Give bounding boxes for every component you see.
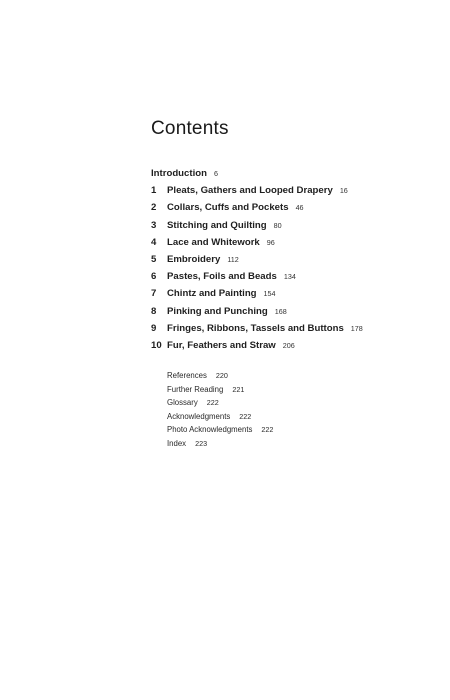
back-matter-entry[interactable] — [167, 410, 273, 424]
chapter-number: 10 — [151, 339, 162, 351]
back-matter-label: References — [167, 371, 207, 380]
toc-entry-chapter[interactable] — [151, 285, 441, 302]
chapter-title: Fringes, Ribbons, Tassels and Buttons — [167, 322, 344, 334]
chapter-page: 178 — [350, 323, 363, 333]
chapter-page: 46 — [295, 203, 304, 213]
chapter-title: Pleats, Gathers and Looped Drapery — [167, 185, 333, 197]
toc-entry-chapter[interactable] — [151, 320, 441, 337]
toc-entry-chapter[interactable] — [151, 217, 441, 234]
chapter-number: 7 — [151, 288, 157, 300]
chapter-page: 154 — [263, 289, 276, 299]
chapter-title: Fur, Feathers and Straw — [167, 339, 276, 351]
chapter-number: 2 — [151, 202, 157, 214]
back-matter-entry[interactable] — [167, 423, 273, 437]
back-matter-label: Photo Acknowledgments — [167, 425, 253, 435]
chapter-page: 206 — [282, 340, 295, 350]
chapter-page: 112 — [227, 254, 239, 264]
chapter-number: 5 — [151, 253, 157, 265]
chapter-page: 168 — [274, 306, 287, 316]
chapter-page: 80 — [273, 220, 282, 230]
back-matter-list — [167, 369, 273, 451]
chapter-page: 16 — [339, 186, 348, 196]
toc-entry-chapter[interactable] — [151, 234, 441, 251]
chapter-page: 96 — [266, 237, 275, 247]
back-matter-entry[interactable] — [167, 369, 273, 383]
chapter-title: Collars, Cuffs and Pockets — [167, 202, 289, 214]
back-matter-page: 220 — [215, 371, 228, 380]
chapter-title: Lace and Whitework — [167, 236, 260, 248]
back-matter-entry[interactable] — [167, 396, 273, 410]
chapter-title: Embroidery — [167, 253, 221, 265]
toc-entry-label: Introduction — [151, 168, 207, 179]
back-matter-page: 221 — [232, 384, 245, 394]
back-matter-entry[interactable] — [167, 383, 273, 397]
back-matter-page: 222 — [206, 398, 219, 408]
toc-entry-chapter[interactable] — [151, 199, 441, 216]
back-matter-page: 223 — [195, 438, 208, 448]
back-matter-label: Glossary — [167, 398, 198, 408]
toc-entry-chapter[interactable] — [151, 268, 441, 285]
chapter-number: 8 — [151, 305, 157, 317]
chapter-number: 1 — [151, 185, 157, 197]
back-matter-page: 222 — [261, 425, 274, 435]
chapter-page: 134 — [283, 272, 296, 282]
toc-entry-chapter[interactable] — [151, 251, 441, 268]
chapter-number: 6 — [151, 271, 157, 283]
chapter-title: Pastes, Foils and Beads — [167, 271, 277, 283]
toc-entry-introduction[interactable] — [151, 165, 441, 182]
chapter-title: Stitching and Quilting — [167, 219, 267, 231]
table-of-contents — [151, 165, 441, 354]
chapter-number: 9 — [151, 322, 157, 334]
back-matter-label: Acknowledgments — [167, 411, 231, 421]
chapter-number: 4 — [151, 236, 157, 248]
toc-entry-chapter[interactable] — [151, 303, 441, 320]
chapter-number: 3 — [151, 219, 157, 231]
page-title: Contents — [151, 118, 229, 139]
back-matter-label: Index — [167, 438, 187, 448]
back-matter-entry[interactable] — [167, 437, 273, 451]
chapter-title: Pinking and Punching — [167, 305, 268, 317]
back-matter-page: 222 — [239, 411, 252, 421]
toc-entry-chapter[interactable] — [151, 337, 441, 354]
toc-entry-page: 6 — [213, 169, 218, 178]
back-matter-label: Further Reading — [167, 384, 224, 394]
toc-entry-chapter[interactable] — [151, 182, 441, 199]
chapter-title: Chintz and Painting — [167, 288, 257, 300]
